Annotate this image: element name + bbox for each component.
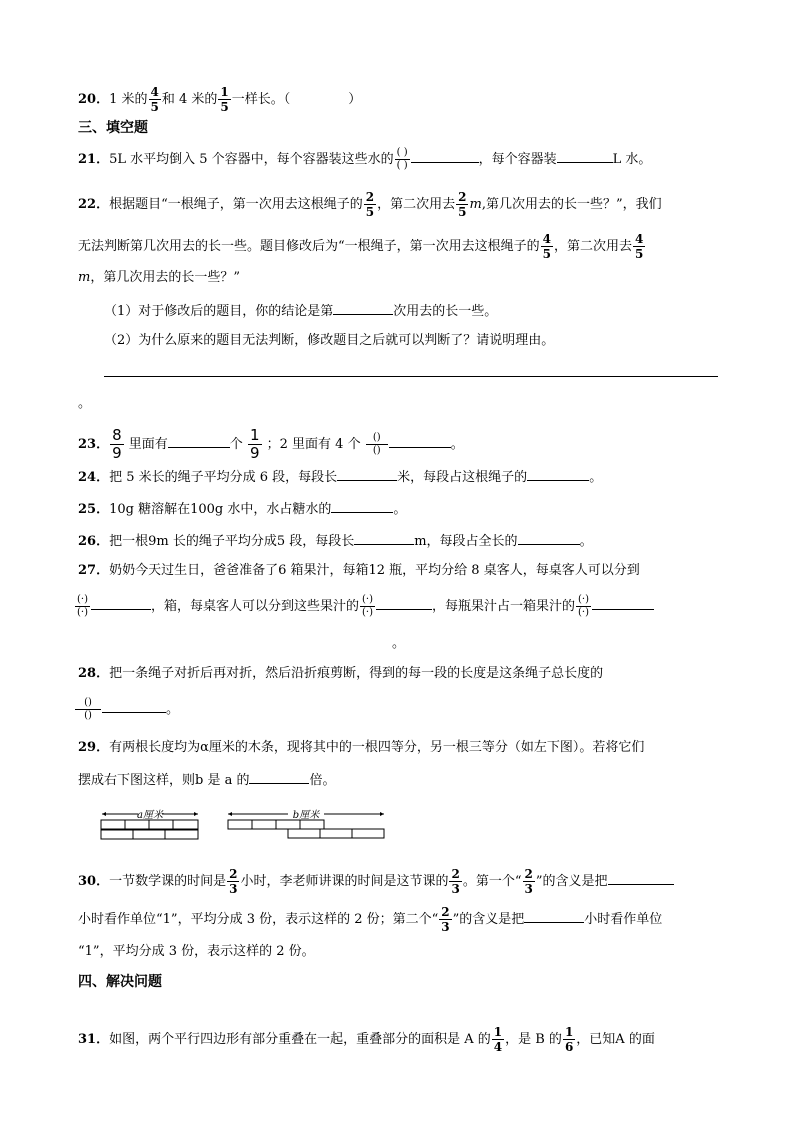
text: 次用去的长一些。 [393,304,498,319]
fraction: $\frac{2}{3}$ [229,867,238,896]
unit: m [469,197,482,212]
question-number: 25． [78,502,110,517]
text: 如图，两个平行四边形有部分重叠在一起，重叠部分的面积是 A 的 [109,1032,491,1047]
question-22-line-3 [78,268,240,288]
question-number: 31． [78,1032,110,1047]
question-number: 28． [78,666,110,681]
text: 5L 水平均倒入 5 个容器中，每个容器装这些水的 [109,152,394,167]
text: 和 4 米的 [161,92,218,107]
fraction: $\frac{1}{4}$ [493,1025,503,1054]
question-22-line-2 [78,233,646,260]
answer-blank[interactable] [411,148,479,163]
fraction: $\frac{2}{5}$ [458,190,467,219]
fraction: $\frac{1}{5}$ [220,85,229,114]
end-mark: 。 [78,396,92,411]
answer-blank[interactable] [168,433,230,448]
text: 把一条绳子对折后再对折，然后沿折痕剪断，得到的每一段的长度是这条绳子总长度的 [109,666,604,681]
fraction: $\frac{2}{3}$ [451,867,460,896]
answer-blank[interactable] [518,530,580,545]
fraction: $\frac{4}{5}$ [150,85,159,114]
text: 一样长。（ [231,92,291,107]
text: （1）对于修改后的题目，你的结论是第 [104,304,334,319]
text: 小时，李老师讲课的时间是这节课的 [240,874,449,889]
text: 10g 糖溶解在100g 水中，水占糖水的 [109,502,332,517]
text: ；2 里面有 4 个 [266,437,361,452]
question-23 [78,428,464,461]
question-number: 23． [78,437,110,452]
answer-blank[interactable] [376,595,432,610]
fraction-blank: $\frac{(\cdot)}{(\cdot)}$ [77,594,88,618]
answer-blank[interactable] [557,148,613,163]
question-30-line-2 [78,906,662,933]
question-number: 20． [78,92,110,107]
answer-blank[interactable] [337,466,397,481]
label-a: a厘米 [137,810,163,821]
question-31 [78,1026,655,1053]
text: 。第一个“ [462,874,522,889]
text: 个 [229,437,243,452]
answer-blank[interactable] [331,498,393,513]
text: ，每瓶果汁占一箱果汁的 [431,599,575,614]
fraction-blank: $\frac{(\cdot)}{(\cdot)}$ [362,594,373,618]
text: 。 [579,534,593,549]
unit: m [78,270,91,285]
question-24 [78,466,602,488]
fraction-blank: $\frac{()}{()}$ [75,698,101,721]
fraction: $\frac{2}{3}$ [441,905,450,934]
question-number: 30． [78,874,110,889]
question-number: 22． [78,197,110,212]
end-mark: 。 [392,636,406,651]
text: 摆成右下图这样，则b 是 a 的 [78,773,250,788]
question-27-line-2 [74,595,654,618]
question-28-line-2 [74,698,179,721]
question-number: 24． [78,470,110,485]
text: 。 [589,470,603,485]
text: ”的含义是把 [535,874,608,889]
text: ”的含义是把 [452,912,525,927]
question-number: 26． [78,534,110,549]
answer-blank[interactable] [592,595,654,610]
text: 小时看作单位“1”，平均分成 3 份，表示这样的 2 份；第二个“ [78,912,439,927]
question-21 [78,148,651,171]
text: ，第二次用去 [377,197,456,212]
fraction: $\frac{1}{6}$ [564,1025,574,1054]
question-30-line-1 [78,868,674,895]
text: 根据题目“一根绳子，第一次用去这根绳子的 [109,197,363,212]
answer-blank[interactable] [389,433,451,448]
fraction-blank: $\frac{()}{()}$ [366,433,388,456]
answer-blank[interactable] [102,698,166,713]
text: 把一根9m 长的绳子平均分成5 段，每段长 [109,534,355,549]
fraction-blank: $\frac{(\cdot)}{(\cdot)}$ [578,594,589,618]
fraction: $\frac{2}{5}$ [365,190,375,219]
question-number: 29． [78,740,110,755]
fraction: $\frac{4}{5}$ [635,232,644,261]
question-number: 21． [78,152,110,167]
text: 把 5 米长的绳子平均分成 6 段，每段长 [109,470,338,485]
question-26 [78,530,593,552]
text: ,第几次用去的长一些？”，我们 [481,197,662,212]
question-30-line-3: “1”，平均分成 3 份，表示这样的 2 份。 [78,944,315,959]
question-22-sub-2: （2）为什么原来的题目无法判断，修改题目之后就可以判断了？请说明理由。 [104,333,555,348]
label-b: b厘米 [292,810,320,821]
text: 一节数学课的时间是 [109,874,227,889]
figure-left-sticks [100,806,200,846]
fraction: $\frac{4}{5}$ [542,232,552,261]
text: 里面有 [128,437,168,452]
text: 小时看作单位 [584,912,663,927]
text: 奶奶今天过生日，爸爸准备了6 箱果汁，每箱12 瓶，平均分给 8 桌客人，每桌客人可以分到 [109,563,640,578]
fraction-blank: $\frac{( )}{( )}$ [396,147,408,171]
answer-blank[interactable] [524,908,584,923]
text: ，每个容器装 [478,152,557,167]
question-25 [78,498,406,520]
question-20 [78,86,361,113]
answer-blank[interactable] [527,466,589,481]
answer-line[interactable] [104,376,718,377]
text: 。 [393,502,407,517]
text: 。 [166,702,180,717]
text: 有两根长度均为α厘米的木条，现将其中的一根四等分，另一根三等分（如左下图）。若将它们 [109,740,645,755]
text: 无法判断第几次用去的长一些。题目修改后为“一根绳子，第一次用去这根绳子的 [78,239,540,254]
text: L 水。 [612,152,652,167]
text: ，箱，每桌客人可以分到这些果汁的 [150,599,359,614]
question-number: 27． [78,563,110,578]
text: ，第几次用去的长一些？” [90,270,240,285]
question-28-line-1 [78,664,603,684]
answer-blank[interactable] [354,530,414,545]
fraction: $\frac{1}{9}$ [249,426,260,462]
text: ） [348,92,362,107]
question-29-line-2 [78,769,336,791]
question-27-line-1 [78,561,640,581]
text: 1 米的 [109,92,148,107]
text: ，第二次用去 [554,239,633,254]
fraction: $\frac{8}{9}$ [112,426,122,462]
answer-blank[interactable] [333,300,393,315]
answer-blank[interactable] [91,595,151,610]
text: 米，每段占这根绳子的 [397,470,528,485]
text: m，每段占全长的 [414,534,518,549]
answer-blank[interactable] [608,870,674,885]
section-heading-solve: 四、解决问题 [78,974,162,990]
figure-right-sticks [226,806,388,842]
section-heading-fill-blank: 三、填空题 [78,120,148,136]
text: 倍。 [309,773,336,788]
question-29-line-1 [78,738,644,758]
answer-blank[interactable] [249,769,309,784]
question-22-line-1 [78,191,662,218]
question-22-sub-1 [104,300,497,322]
text: 。 [450,437,464,452]
text: ，是 B 的 [505,1032,562,1047]
fraction: $\frac{2}{3}$ [524,867,533,896]
text: ，已知A 的面 [576,1032,655,1047]
